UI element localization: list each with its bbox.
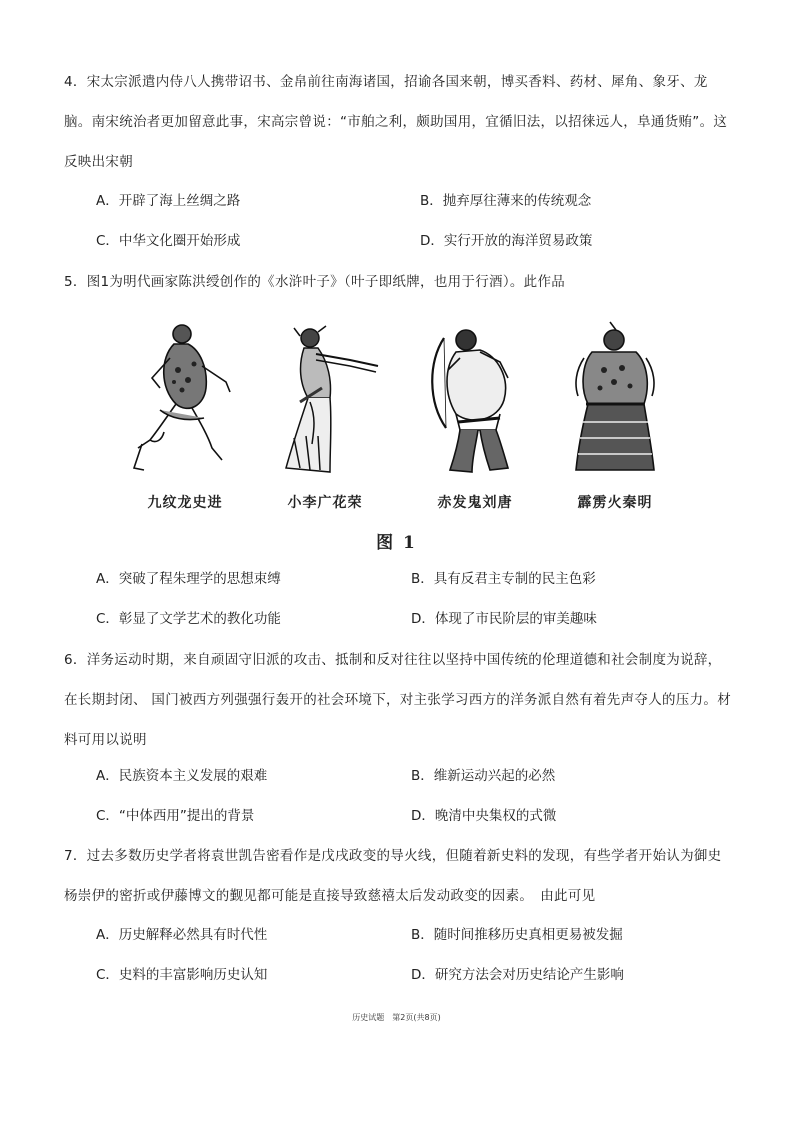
- figure-1-drawing: [130, 318, 240, 488]
- question-7-option-d: D．研究方法会对历史结论产生影响: [411, 967, 624, 983]
- question-6-option-b: B．维新运动兴起的必然: [411, 768, 556, 784]
- figure-caption-4: 霹雳火秦明: [577, 495, 653, 511]
- question-7-option-c: C．史料的丰富影响历史认知: [96, 967, 268, 983]
- figure-caption-2: 小李广花荣: [287, 495, 363, 511]
- figure-card-3: [420, 318, 530, 518]
- question-7-option-a: A．历史解释必然具有时代性: [96, 927, 268, 943]
- page-footer: 历史试题 第2页(共8页): [352, 1013, 441, 1022]
- question-7-stem: 7．过去多数历史学者将袁世凯告密看作是戊戌政变的导火线，但随着新史料的发现，有些学者开始认为御史杨崇伊的密折或伊藤博文的觐见都可能是直接导致慈禧太后发动政变的因素。 由此可见: [64, 848, 722, 904]
- question-6-option-d: D．晚清中央集权的式微: [411, 808, 557, 824]
- figure-card-4: [560, 318, 670, 518]
- question-5-option-b: B．具有反君主专制的民主色彩: [411, 571, 596, 587]
- figure-2-drawing: [270, 318, 380, 488]
- question-4-stem: 4．宋太宗派遣内侍八人携带诏书、金帛前往南海诸国，招谕各国来朝，博买香料、药材、犀角、象牙、龙脑。南宋统治者更加留意此事，宋高宗曾说：“市舶之利，颇助国用，宜循旧法，以招徕远人，阜通货贿”。这反映出宋朝: [64, 74, 728, 170]
- question-5-option-d: D．体现了市民阶层的审美趣味: [411, 611, 597, 627]
- question-7-option-b: B．随时间推移历史真相更易被发掘: [411, 927, 623, 943]
- question-5-option-c: C．彰显了文学艺术的教化功能: [96, 611, 281, 627]
- question-4-option-c: C．中华文化圈开始形成: [96, 233, 241, 249]
- question-6-stem: 6．洋务运动时期，来自顽固守旧派的攻击、抵制和反对往往以坚持中国传统的伦理道德和社会制度为说辞，在长期封闭、 国门被西方列强强行轰开的社会环境下，对主张学习西方的洋务派自然有着先声夺人的压力。材料可用以说明: [64, 652, 731, 748]
- figure-card-1: [130, 318, 240, 518]
- question-6-option-c: C．“中体西用”提出的背景: [96, 808, 255, 824]
- question-4-option-b: B．抛弃厚往薄来的传统观念: [420, 193, 592, 209]
- figure-caption-3: 赤发鬼刘唐: [437, 495, 513, 511]
- figure-1-illustrations: [130, 318, 670, 518]
- question-6-option-a: A．民族资本主义发展的艰难: [96, 768, 268, 784]
- figure-4-drawing: [560, 318, 670, 488]
- figure-card-2: [270, 318, 380, 518]
- question-4-option-d: D．实行开放的海洋贸易政策: [420, 233, 593, 249]
- figure-caption-1: 九纹龙史进: [147, 495, 223, 511]
- question-5-stem: 5．图1为明代画家陈洪绶创作的《水浒叶子》（叶子即纸牌，也用于行酒）。此作品: [64, 274, 566, 290]
- figure-3-drawing: [420, 318, 530, 488]
- figure-title: 图 1: [376, 533, 417, 553]
- question-4-option-a: A．开辟了海上丝绸之路: [96, 193, 241, 209]
- question-5-option-a: A．突破了程朱理学的思想束缚: [96, 571, 281, 587]
